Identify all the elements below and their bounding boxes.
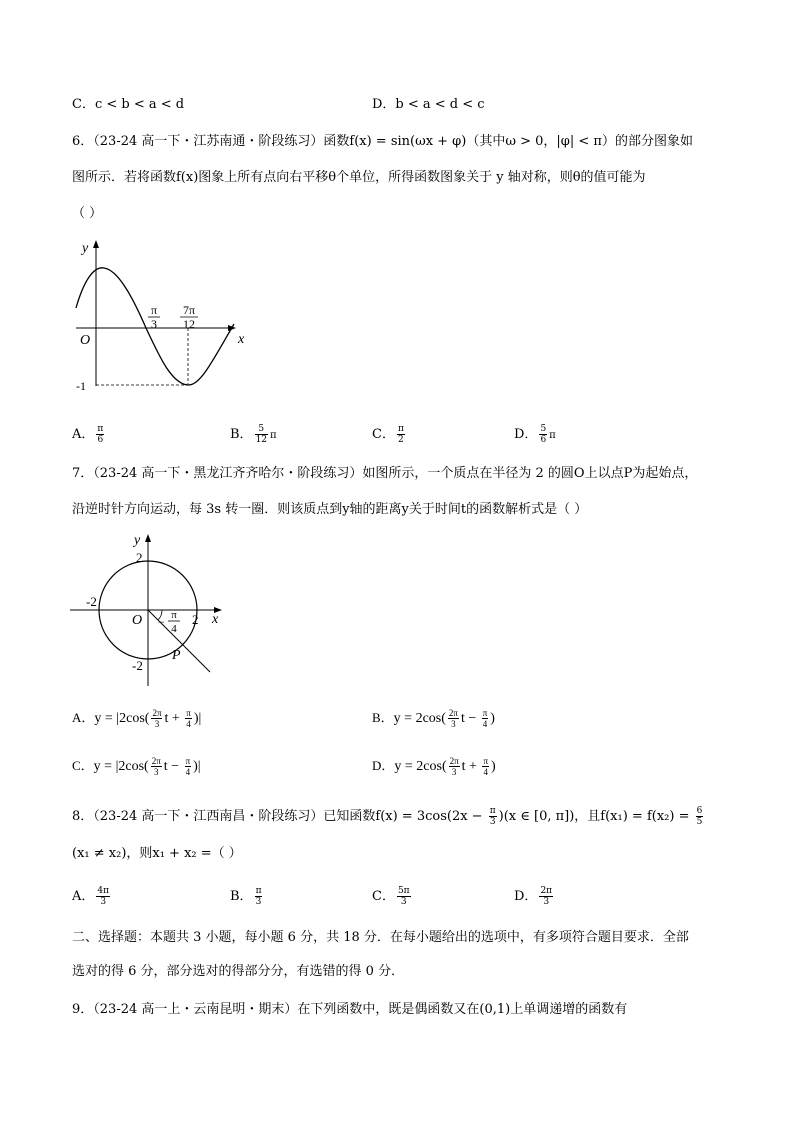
q7-circle-graph (68, 530, 238, 690)
q7-angle-sign: − (158, 615, 165, 629)
q6-stem-line2: 图所示．若将函数f(x)图象上所有点向右平移θ个单位，所得函数图象关于 y 轴对称，则θ的值可能为 (72, 170, 646, 185)
q8-stem-line2: (x₁ ≠ x₂)，则x₁ + x₂ =（ ） (72, 846, 242, 861)
q6-y-label: y (82, 241, 89, 256)
q6-option-d: D． $\frac{5}{6}$ π (514, 424, 556, 445)
q7-option-a: A．y = |2cos( $\frac{2\pi}{3}$ t + $\frac{\pi}{4}$ )| (72, 708, 202, 730)
q7-stem-line1: 7．（23-24 高一下・黑龙江齐齐哈尔・阶段练习）如图所示，一个质点在半径为 2 的圆O上以点P为起始点， (72, 466, 698, 481)
q7-x-label: x (212, 612, 219, 627)
q7-option-c: C．y = |2cos( $\frac{2\pi}{3}$ t − $\frac{\pi}{4}$ )| (72, 756, 201, 778)
q7-option-d: D．y = 2cos( $\frac{2\pi}{3}$ t + $\frac{\pi}{4}$ ) (372, 756, 496, 778)
q5-option-d: D．b < a < d < c (372, 97, 485, 112)
q6-origin-label: O (80, 333, 91, 348)
q6-stem-line1: 6．（23-24 高一下・江苏南通・阶段练习）函数f(x) = sin(ωx + φ)（其中ω > 0，|φ| < π）的部分图象如 (72, 134, 693, 149)
q6-tick2-num: 7π (182, 303, 196, 317)
q6-tick1-den: 3 (151, 317, 157, 331)
q7-angle-den: 4 (171, 623, 177, 635)
section2-heading-line1: 二、选择题：本题共 3 小题，每小题 6 分，共 18 分．在每小题给出的选项中，有多项符合题目要求．全部 (72, 930, 689, 945)
q7-stem-line2: 沿逆时针方向运动，每 3s 转一圈．则该质点到y轴的距离y关于时间t的函数解析式是（ ） (72, 502, 588, 517)
q6-option-b: B． $\frac{5}{12}$ π (230, 424, 277, 445)
q7-option-b: B．y = 2cos( $\frac{2\pi}{3}$ t − $\frac{\pi}{4}$ ) (372, 708, 495, 730)
q7-left-label: -2 (86, 594, 97, 609)
section2-heading-line2: 选对的得 6 分，部分选对的得部分分，有选错的得 0 分． (72, 964, 405, 979)
q7-bottom-label: -2 (132, 658, 143, 673)
q6-tick2-den: 12 (183, 317, 195, 331)
q7-y-label: y (134, 533, 141, 548)
q8-option-a: A． $\frac{4\pi}{3}$ (72, 886, 110, 907)
q7-origin-label: O (132, 613, 143, 628)
q8-option-b: B． $\frac{\pi}{3}$ (230, 886, 262, 907)
q5-option-c: C．c < b < a < d (72, 97, 185, 112)
q6-min-label: -1 (76, 379, 86, 393)
q6-tick1-num: π (150, 303, 158, 317)
q8-option-d: D． $\frac{2\pi}{3}$ (514, 886, 553, 907)
q8-option-c: C． $\frac{5\pi}{3}$ (372, 886, 410, 907)
q7-angle-num: π (171, 609, 177, 621)
q9-stem-line1: 9．（23-24 高一上・云南昆明・期末）在下列函数中，既是偶函数又在(0,1)上单调递增的函数有 (72, 1002, 628, 1017)
q6-stem-line3: （ ） (72, 206, 103, 221)
q8-stem-line1: 8．（23-24 高一下・江西南昌・阶段练习）已知函数f(x) = 3cos(2x − $\frac{\pi}{3}$ )(x ∈ [0, π])，且f(x₁) = f(x₂) = $\frac{6}{5}$ (72, 806, 703, 827)
q7-point-label: P (172, 648, 181, 663)
q6-sine-graph (72, 236, 252, 396)
q6-option-a: A． $\frac{\pi}{6}$ (72, 424, 104, 445)
q7-right-label: 2 (192, 612, 199, 627)
q7-top-label: 2 (136, 550, 143, 565)
q6-option-c: C． $\frac{\pi}{2}$ (372, 424, 404, 445)
q6-x-label: x (238, 332, 245, 347)
